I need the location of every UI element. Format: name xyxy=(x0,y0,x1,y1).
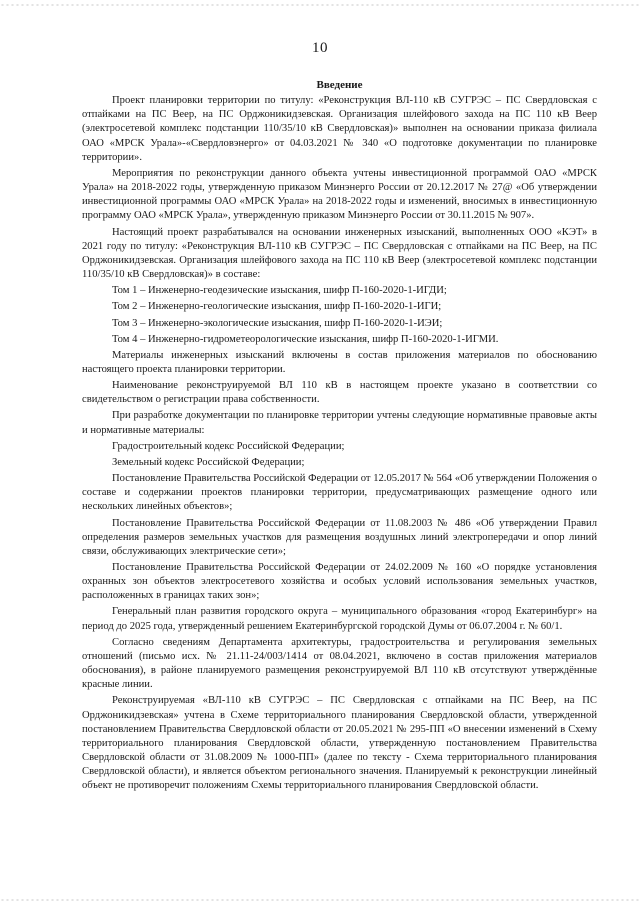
list-item-volume-1: Том 1 – Инженерно-геодезические изыскания, шифр П-160-2020-1-ИГДИ; xyxy=(112,285,447,297)
paragraph-investment-program: Мероприятия по реконструкции данного объекта учтены инвестиционной программой ОАО «МРСК Урала» на 2018-2022 годы, утвержденную приказом Минэнерго России от 20.12.2017 № 27@ «Об утверждении инвестиционной программы ОАО «МРСК Урала» на 2018-2022 годы и изменений, вносимых в инвестиционную программу ОАО «МРСК Урала», утвержденную приказом Минэнерго России от 30.11.2015 № 907». xyxy=(82,167,597,222)
scan-edge-bottom xyxy=(0,899,640,901)
list-item-land-code: Земельный кодекс Российской Федерации; xyxy=(112,456,305,468)
page-number: 10 xyxy=(312,40,328,56)
paragraph-surveys: Настоящий проект разрабатывался на основании инженерных изысканий, выполненных ООО «КЭТ» в 2021 году по титулу: «Реконструкция ВЛ-110 кВ СУГРЭС – ПС Свердловская с отпайками на ПС Веер, на ПС Орджоникидзевская. Организация шлейфового захода на ПС 110 кВ Веер (электросетевой комплекс подстанции 110/35/10 кВ Свердловская)» в составе: xyxy=(82,226,597,281)
paragraph-survey-materials: Материалы инженерных изысканий включены в состав приложения материалов по обоснованию настоящего проекта планировки территории. xyxy=(82,349,597,375)
scan-edge-top xyxy=(0,4,640,6)
list-item-decree-160: Постановление Правительства Российской Федерации от 24.02.2009 № 160 «О порядке установления охранных зон объектов электросетевого хозяйства и особых условий использования земельных участков, расположенных в границах таких зон»; xyxy=(82,562,597,602)
list-item-urban-code: Градостроительный кодекс Российской Федерации; xyxy=(112,440,345,452)
list-item-decree-564: Постановление Правительства Российской Федерации от 12.05.2017 № 564 «Об утверждении Положения о составе и содержании проектов планировки территории, предусматривающих размещение одного или нескольких линейных объектов»; xyxy=(82,473,597,513)
list-item-general-plan: Генеральный план развития городского округа – муниципального образования «город Екатеринбург» на период до 2025 года, утвержденный решением Екатеринбургской городской Думы от 06.07.2004 г. № 60/1. xyxy=(82,606,597,632)
list-item-volume-2: Том 2 – Инженерно-геологические изыскания, шифр П-160-2020-1-ИГИ; xyxy=(112,301,442,313)
paragraph-legal-acts-intro: При разработке документации по планировке территории учтены следующие нормативные правовые акты и нормативные материалы: xyxy=(82,410,597,436)
document-body xyxy=(82,78,597,796)
paragraph-red-lines: Согласно сведениям Департамента архитектуры, градостроительства и регулирования земельных отношений (письмо исх. № 21.11-24/003/1414 от 08.04.2021, включено в состав приложения материалов обоснования), в районе планируемого размещения реконструируемой ВЛ 110 кВ отсутствуют утверждённые красные линии. xyxy=(82,636,597,691)
section-heading: Введение xyxy=(316,79,363,91)
list-item-volume-3: Том 3 – Инженерно-экологические изыскания, шифр П-160-2020-1-ИЭИ; xyxy=(112,317,443,329)
paragraph-territorial-scheme: Реконструируемая «ВЛ-110 кВ СУГРЭС – ПС Свердловская с отпайками на ПС Веер, на ПС Орджоникидзевская» учтена в Схеме территориального планирования Свердловской области, утвержденной постановлением Правительства Свердловской области от 20.05.2021 № 295-ПП «О внесении изменений в Схему территориального планирования Свердловской области, утвержденную постановлением Правительства Свердловской области от 31.08.2009 № 1000-ПП» (далее по тексту - Схема территориального планирования Свердловской области), и является объектом регионального значения. Планируемый к реконструкции линейный объект не противоречит положениям Схемы территориального планирования Свердловской области. xyxy=(82,695,597,792)
paragraph-project-basis: Проект планировки территории по титулу: «Реконструкция ВЛ-110 кВ СУГРЭС – ПС Свердловская с отпайками на ПС Веер, на ПС Орджоникидзевская. Организация шлейфового захода на ПС 110 кВ Веер (электросетевой комплекс подстанции 110/35/10 кВ Свердловская)» выполнен на основании приказа филиала ОАО «МРСК Урала»-«Свердловэнерго» от 04.03.2021 № 340 «О подготовке документации по планировке территории». xyxy=(82,95,597,163)
list-item-decree-486: Постановление Правительства Российской Федерации от 11.08.2003 № 486 «Об утверждении Правил определения размеров земельных участков для размещения воздушных линий электропередачи и опор линий связи, обслуживающих электрические сети»; xyxy=(82,517,597,557)
list-item-volume-4: Том 4 – Инженерно-гидрометеорологические изыскания, шифр П-160-2020-1-ИГМИ. xyxy=(112,333,499,345)
paragraph-line-name: Наименование реконструируемой ВЛ 110 кВ в настоящем проекте указано в соответствии со свидетельством о регистрации права собственности. xyxy=(82,380,597,406)
